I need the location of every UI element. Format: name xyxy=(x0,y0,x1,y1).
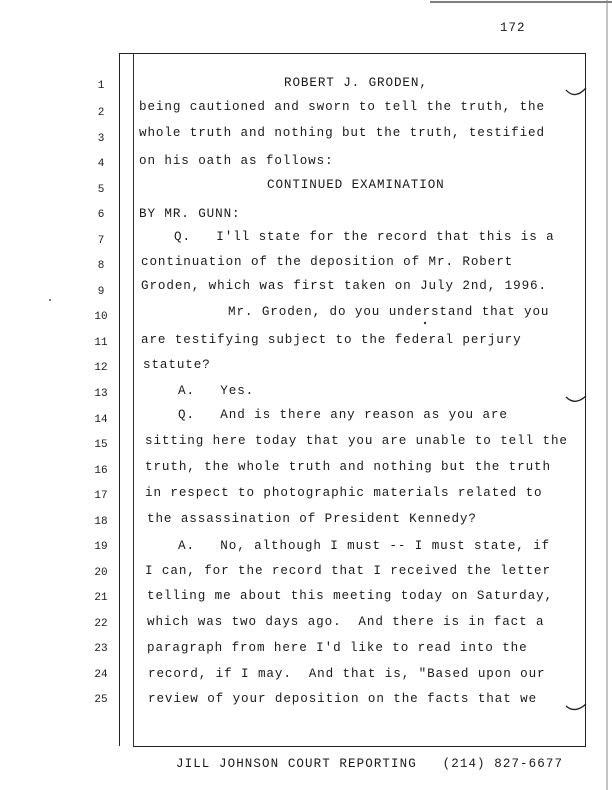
line-number: 15 xyxy=(94,439,108,451)
line-text: BY MR. GUNN: xyxy=(139,207,241,221)
line-number: 19 xyxy=(94,541,108,553)
page-number: 172 xyxy=(500,21,526,35)
line-text: Groden, which was first taken on July 2nd, 1996. xyxy=(141,279,547,293)
line-text: CONTINUED EXAMINATION xyxy=(267,178,445,192)
line-text: in respect to photographic materials related to xyxy=(145,486,543,500)
line-number: 9 xyxy=(97,286,105,298)
line-text: Mr. Groden, do you understand that you xyxy=(228,305,550,319)
line-number: 20 xyxy=(94,567,108,579)
line-text: continuation of the deposition of Mr. Robert xyxy=(141,255,514,269)
line-text: truth, the whole truth and nothing but the truth xyxy=(145,460,551,474)
line-number: 13 xyxy=(94,388,108,400)
line-number: 14 xyxy=(94,414,108,426)
line-number: 11 xyxy=(94,337,108,349)
line-text: A. No, although I must -- I must state, if xyxy=(178,539,551,553)
line-text: Q. I'll state for the record that this is a xyxy=(174,230,555,244)
frame-bottom-rule xyxy=(133,746,586,747)
line-text: statute? xyxy=(143,358,211,372)
line-number: 12 xyxy=(94,362,108,374)
line-number: 21 xyxy=(94,592,108,604)
margin-rule xyxy=(133,53,134,746)
line-number: 6 xyxy=(97,209,105,221)
line-number: 25 xyxy=(94,694,108,706)
line-text: which was two days ago. And there is in fact a xyxy=(147,615,545,629)
line-number: 23 xyxy=(94,643,108,655)
line-text: are testifying subject to the federal perjury xyxy=(141,333,522,347)
line-text: on his oath as follows: xyxy=(139,154,334,168)
line-number: 24 xyxy=(94,669,108,681)
line-text: being cautioned and sworn to tell the truth, the xyxy=(139,100,545,114)
line-text: paragraph from here I'd like to read into the xyxy=(147,641,528,655)
line-text: I can, for the record that I received the letter xyxy=(145,564,551,578)
line-number: 16 xyxy=(94,465,108,477)
reporter-footer: JILL JOHNSON COURT REPORTING (214) 827-6677 xyxy=(176,757,564,771)
line-text: Q. And is there any reason as you are xyxy=(178,408,508,422)
line-number: 17 xyxy=(94,490,108,502)
line-number: 2 xyxy=(97,107,105,119)
line-text: review of your deposition on the facts that we xyxy=(148,692,538,706)
line-number: 3 xyxy=(97,133,105,145)
line-number: 4 xyxy=(97,158,105,170)
line-text: ROBERT J. GRODEN, xyxy=(284,76,428,90)
line-number: 1 xyxy=(97,80,105,92)
line-text: telling me about this meeting today on Saturday, xyxy=(147,589,553,603)
line-number: 18 xyxy=(94,516,108,528)
line-number: 5 xyxy=(97,184,105,196)
line-number: 10 xyxy=(94,311,108,323)
line-text: the assassination of President Kennedy? xyxy=(147,512,477,526)
line-text: record, if I may. And that is, "Based upon our xyxy=(148,667,546,681)
line-number: 8 xyxy=(97,260,105,272)
line-number: 7 xyxy=(97,235,105,247)
line-text: whole truth and nothing but the truth, testified xyxy=(139,126,545,140)
line-text: A. Yes. xyxy=(178,384,255,398)
line-number: 22 xyxy=(94,618,108,630)
line-text: sitting here today that you are unable to tell the xyxy=(145,434,568,448)
